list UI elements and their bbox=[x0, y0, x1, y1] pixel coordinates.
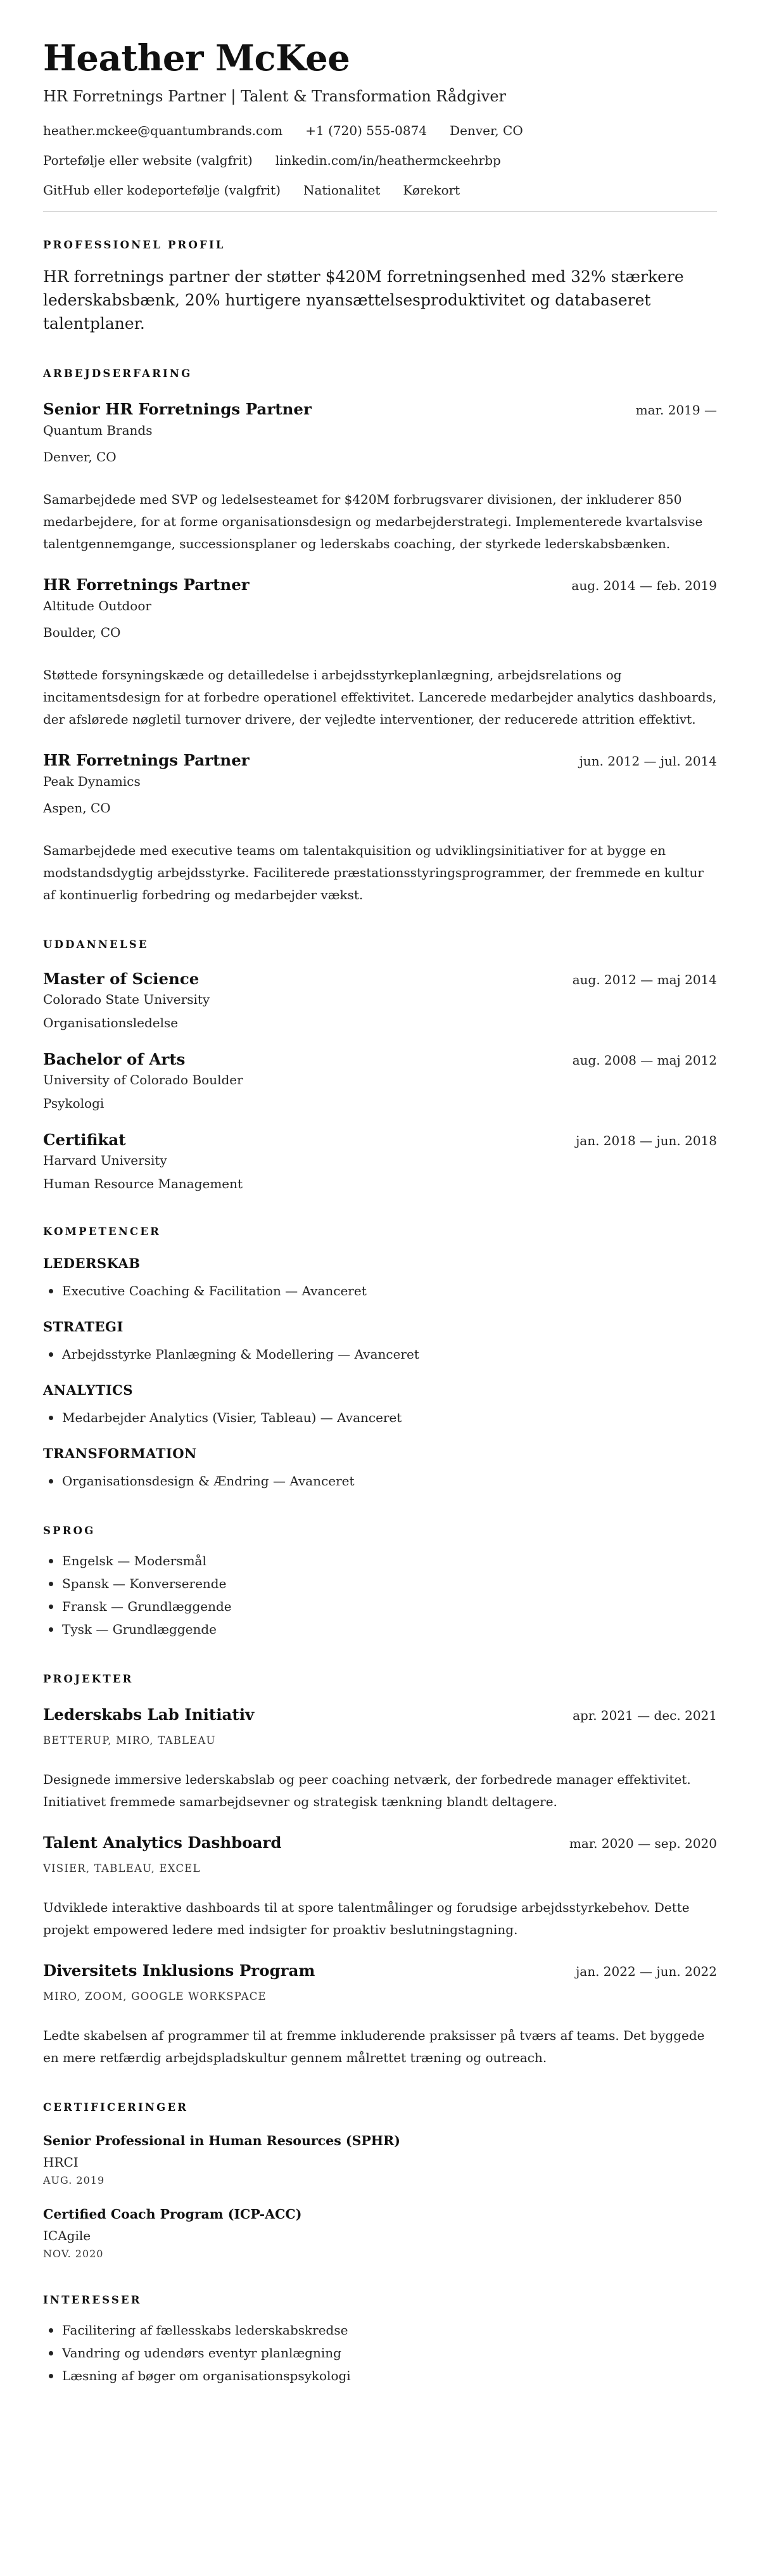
education-dates: aug. 2008 — maj 2012 bbox=[572, 1053, 717, 1068]
education-entry bbox=[43, 968, 717, 1032]
project-description: Ledte skabelsen af programmer til at fremme inkluderende praksisser på tværs af teams. Det byggede en mere retfærdig arbejdspladskultur gennem målrettet træning og outreach. bbox=[43, 2028, 705, 2065]
job-title: HR Forretnings Partner bbox=[43, 575, 250, 594]
section-title-certifications: CERTIFICERINGER bbox=[43, 2101, 189, 2113]
experience-section bbox=[43, 367, 717, 906]
job-location: Boulder, CO bbox=[43, 625, 121, 640]
contact-info bbox=[43, 122, 717, 199]
skill-list bbox=[43, 1406, 717, 1429]
job-title: HR Forretnings Partner bbox=[43, 751, 250, 769]
interests-section bbox=[43, 2293, 717, 2387]
section-title-skills: KOMPETENCER bbox=[43, 1226, 162, 1238]
project-entry bbox=[43, 1704, 717, 1813]
portfolio-placeholder: Portefølje eller website (valgfrit) bbox=[43, 153, 253, 168]
project-name: Lederskabs Lab Initiativ bbox=[43, 1705, 255, 1724]
phone-number[interactable]: +1 (720) 555-0874 bbox=[305, 123, 428, 138]
certification-date: AUG. 2019 bbox=[43, 2174, 105, 2186]
interest-item: Facilitering af fællesskabs lederskabskredse bbox=[43, 2319, 717, 2342]
certification-issuer: HRCI bbox=[43, 2155, 79, 2170]
skill-item: Organisationsdesign & Ændring — Avanceret bbox=[43, 1470, 717, 1492]
section-title-experience: ARBEJDSERFARING bbox=[43, 368, 193, 380]
skill-group bbox=[43, 1381, 717, 1429]
certification-issuer: ICAgile bbox=[43, 2228, 91, 2243]
location: Denver, CO bbox=[450, 123, 523, 138]
skill-category: STRATEGI bbox=[43, 1319, 124, 1335]
project-name: Diversitets Inklusions Program bbox=[43, 1961, 315, 1980]
project-description: Udviklede interaktive dashboards til at spore talentmålinger og forudsige arbejdsstyrkebehov. Dette projekt empowered ledere med indsigter for proaktiv beslutningstagning. bbox=[43, 1900, 690, 1937]
job-dates: mar. 2019 — bbox=[635, 402, 717, 418]
skill-item: Medarbejder Analytics (Visier, Tableau) — Avanceret bbox=[43, 1406, 717, 1429]
field-of-study: Organisationsledelse bbox=[43, 1015, 179, 1030]
resume-header bbox=[43, 35, 717, 199]
profile-section bbox=[43, 238, 717, 335]
skill-category: ANALYTICS bbox=[43, 1382, 134, 1398]
interest-item: Læsning af bøger om organisationspsykologi bbox=[43, 2364, 717, 2387]
job-title: Senior HR Forretnings Partner bbox=[43, 400, 312, 418]
degree-title: Bachelor of Arts bbox=[43, 1050, 186, 1068]
job-dates: aug. 2014 — feb. 2019 bbox=[571, 578, 717, 593]
project-dates: apr. 2021 — dec. 2021 bbox=[573, 1708, 717, 1723]
email-link[interactable]: heather.mckee@quantumbrands.com bbox=[43, 123, 283, 138]
contact-row-2 bbox=[43, 151, 717, 169]
certification-entry bbox=[43, 2131, 717, 2188]
project-description: Designede immersive lederskabslab og peer coaching netværk, der forbedrede manager effektivitet. Initiativet fremmede samarbejdsevner og strategisk tænkning blandt deltagere. bbox=[43, 1772, 691, 1809]
education-section bbox=[43, 938, 717, 1193]
certification-name: Senior Professional in Human Resources (SPHR) bbox=[43, 2133, 400, 2148]
candidate-headline: HR Forretnings Partner | Talent & Transformation Rådgiver bbox=[43, 87, 506, 105]
field-of-study: Psykologi bbox=[43, 1096, 104, 1111]
degree-title: Master of Science bbox=[43, 970, 200, 988]
certification-entry bbox=[43, 2205, 717, 2262]
job-description: Samarbejdede med executive teams om talentakquisition og udviklingsinitiativer for at bygge en modstandsdygtig arbejdsstyrke. Faciliterede præstationsstyringsprogrammer, der fremmede en kultur af kontinuerlig forbedring og medarbejder vækst. bbox=[43, 843, 704, 902]
interest-list bbox=[43, 2319, 717, 2387]
skill-item: Arbejdsstyrke Planlægning & Modellering — Avanceret bbox=[43, 1343, 717, 1366]
project-entry bbox=[43, 1960, 717, 2069]
skill-list bbox=[43, 1279, 717, 1302]
skill-category: TRANSFORMATION bbox=[43, 1445, 197, 1461]
certification-date: NOV. 2020 bbox=[43, 2248, 104, 2260]
company-name: Peak Dynamics bbox=[43, 774, 141, 789]
section-title-projects: PROJEKTER bbox=[43, 1673, 134, 1685]
job-description: Samarbejdede med SVP og ledelsesteamet for $420M forbrugsvarer divisionen, der inkluderer 850 medarbejdere, for at forme organisationsdesign og medarbejderstrategi. Implementerede kvartalsvise talentgennemgange, successionsplaner og lederskabs coaching, der styrkede lederskabsbænken. bbox=[43, 492, 703, 551]
section-title-interests: INTERESSER bbox=[43, 2294, 142, 2306]
certifications-section bbox=[43, 2101, 717, 2262]
project-tech: BETTERUP, MIRO, TABLEAU bbox=[43, 1734, 216, 1746]
project-name: Talent Analytics Dashboard bbox=[43, 1833, 282, 1852]
contact-row-3 bbox=[43, 181, 717, 199]
school-name: University of Colorado Boulder bbox=[43, 1072, 243, 1087]
projects-section bbox=[43, 1672, 717, 2069]
language-item: Spansk — Konverserende bbox=[43, 1572, 717, 1595]
project-dates: jan. 2022 — jun. 2022 bbox=[576, 1964, 717, 1979]
header-divider bbox=[43, 211, 717, 212]
language-item: Fransk — Grundlæggende bbox=[43, 1595, 717, 1618]
skill-list bbox=[43, 1343, 717, 1366]
experience-entry bbox=[43, 750, 717, 906]
company-name: Quantum Brands bbox=[43, 423, 153, 438]
skills-section bbox=[43, 1225, 717, 1492]
language-item: Tysk — Grundlæggende bbox=[43, 1618, 717, 1641]
company-name: Altitude Outdoor bbox=[43, 598, 151, 613]
github-placeholder: GitHub eller kodeportefølje (valgfrit) bbox=[43, 183, 281, 198]
languages-section bbox=[43, 1524, 717, 1641]
experience-entry bbox=[43, 574, 717, 731]
candidate-name: Heather McKee bbox=[43, 37, 350, 79]
degree-title: Certifikat bbox=[43, 1131, 126, 1149]
education-dates: jan. 2018 — jun. 2018 bbox=[576, 1133, 717, 1148]
project-tech: VISIER, TABLEAU, EXCEL bbox=[43, 1862, 201, 1874]
skill-group bbox=[43, 1444, 717, 1492]
school-name: Harvard University bbox=[43, 1153, 167, 1168]
project-tech: MIRO, ZOOM, GOOGLE WORKSPACE bbox=[43, 1990, 267, 2002]
job-location: Aspen, CO bbox=[43, 800, 111, 816]
language-item: Engelsk — Modersmål bbox=[43, 1549, 717, 1572]
linkedin-link[interactable]: linkedin.com/in/heathermckeehrbp bbox=[275, 153, 501, 168]
skill-group bbox=[43, 1317, 717, 1366]
skill-group bbox=[43, 1254, 717, 1302]
experience-entry bbox=[43, 399, 717, 555]
section-title-education: UDDANNELSE bbox=[43, 939, 149, 951]
contact-row-1 bbox=[43, 122, 717, 139]
job-location: Denver, CO bbox=[43, 449, 117, 465]
education-entry bbox=[43, 1049, 717, 1113]
certification-name: Certified Coach Program (ICP-ACC) bbox=[43, 2207, 302, 2222]
project-entry bbox=[43, 1832, 717, 1941]
interest-item: Vandring og udendørs eventyr planlægning bbox=[43, 2342, 717, 2364]
language-list bbox=[43, 1549, 717, 1641]
skill-category: LEDERSKAB bbox=[43, 1255, 141, 1271]
school-name: Colorado State University bbox=[43, 992, 210, 1007]
field-of-study: Human Resource Management bbox=[43, 1176, 243, 1191]
section-title-languages: SPROG bbox=[43, 1525, 96, 1537]
job-dates: jun. 2012 — jul. 2014 bbox=[579, 753, 717, 769]
skill-list bbox=[43, 1470, 717, 1492]
profile-summary: HR forretnings partner der støtter $420M forretningsenhed med 32% stærkere lederskabsbænk, 20% hurtigere nyansættelsesproduktivitet og databaseret talentplaner. bbox=[43, 267, 684, 333]
job-description: Støttede forsyningskæde og detailledelse i arbejdsstyrkeplanlægning, arbejdsrelations og incitamentsdesign for at forbedre operationel effektivitet. Lancerede medarbejder analytics dashboards, der afslørede nøgletil turnover drivere, der vejledte interventioner, der reducerede attrition effektivt. bbox=[43, 667, 717, 727]
section-title-profile: PROFESSIONEL PROFIL bbox=[43, 239, 225, 251]
project-dates: mar. 2020 — sep. 2020 bbox=[569, 1836, 717, 1851]
drivers-license-placeholder: Kørekort bbox=[403, 183, 460, 198]
skill-item: Executive Coaching & Facilitation — Avanceret bbox=[43, 1279, 717, 1302]
education-entry bbox=[43, 1129, 717, 1193]
education-dates: aug. 2012 — maj 2014 bbox=[572, 972, 717, 987]
nationality-placeholder: Nationalitet bbox=[303, 183, 381, 198]
